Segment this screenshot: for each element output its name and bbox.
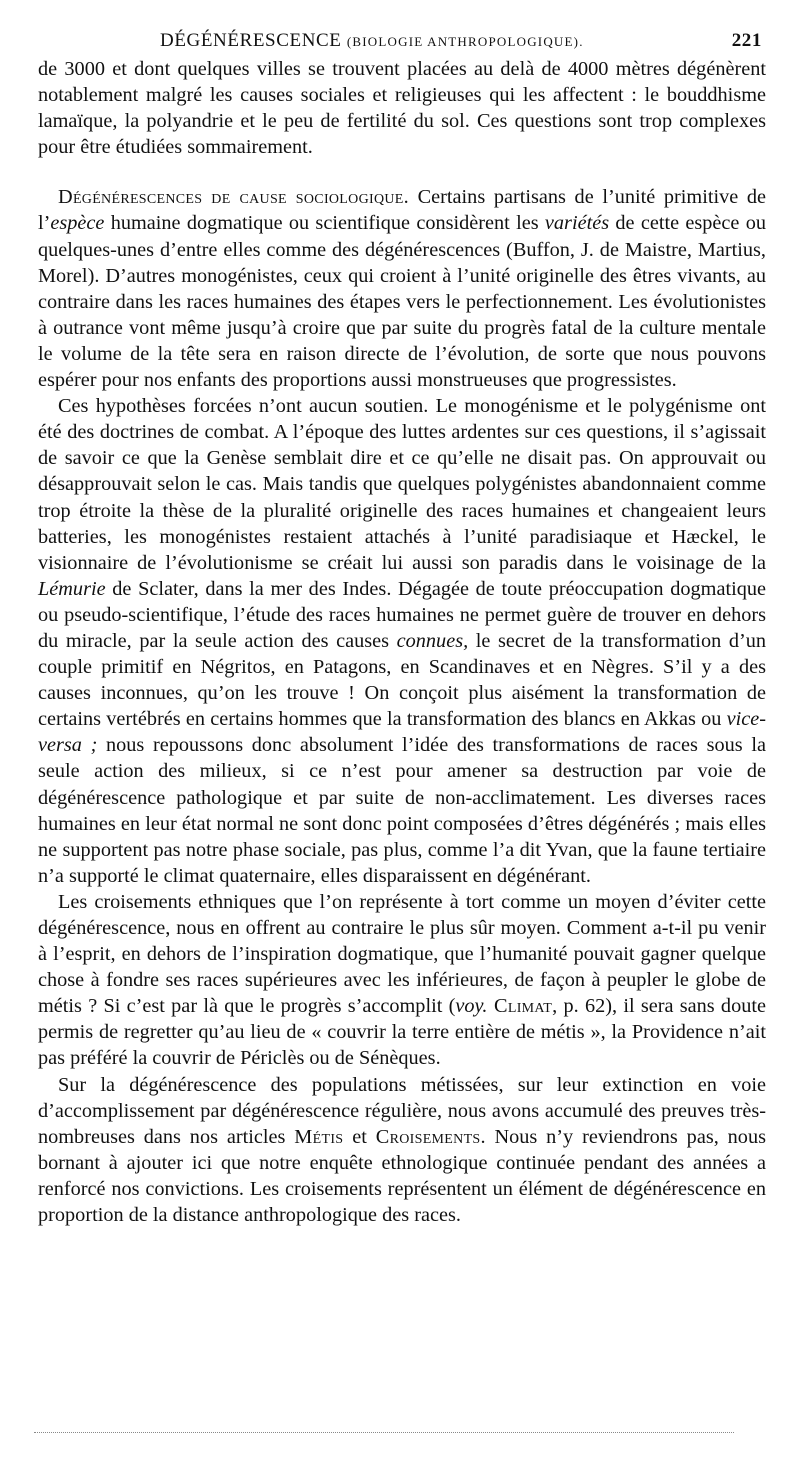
paragraph-3-text: Ces hypothèses forcées n’ont aucun soutien. Le monogénisme et le polygénisme ont été des doctrines de combat. A l’époque des luttes ardentes sur ces questions, il s’agissait de savoir ce que la Genèse semblait dire et ce qu’elle ne disait pas. On approuvait ou désapprouvait selon le cas. Mais tandis que quelques polygénistes abandonnaient comme trop étroite la thèse de la pluralité originelle des races humaines et changeaient leurs batteries, les monogénistes restaient attachés à l’unité paradisiaque et Hæckel, le visionnaire de l’évolutionisme se créait lui aussi son paradis dans le voisinage de la bbox=[38, 395, 766, 574]
paragraph-4-text: , p. 62), il sera sans doute permis de regretter qu’au lieu de « couvrir la terre entière de métis », la Providence n’ait pas préféré la couvrir de Périclès ou de Sénèques. bbox=[38, 995, 766, 1070]
paragraph-2 bbox=[38, 184, 766, 393]
running-header bbox=[38, 30, 766, 56]
paragraph-2-text: humaine dogmatique ou scientifique considèrent les bbox=[104, 212, 545, 235]
paragraph-1: de 3000 et dont quelques villes se trouvent placées au delà de 4000 mètres dégénèrent notablement malgré les causes sociales et religieuses qui les affectent : le bouddhisme lamaïque, la polyandrie et le peu de fertilité du sol. Ces questions sont trop complexes pour être étudiées sommairement. bbox=[38, 58, 766, 159]
paragraph-4 bbox=[38, 889, 766, 1072]
paragraph-4-italic: voy. bbox=[455, 995, 488, 1018]
section-heading: Dégénérescences de cause sociologique. bbox=[58, 186, 409, 209]
cross-reference: Croisements bbox=[375, 1125, 481, 1148]
cross-reference: Climat bbox=[487, 995, 553, 1018]
running-title bbox=[160, 30, 584, 52]
paragraph-2-text: Certains partisans de l’unité primitive de l’ bbox=[38, 186, 767, 235]
paragraph-2-italic: espèce bbox=[50, 212, 105, 235]
paragraph-3-text: nous repoussons donc absolument l’idée des transformations de races sous la seule action des milieux, si ce n’est pour amener sa destruction par voie de dégénérescence pathologique et par suite de non-acclimatement. Les diverses races humaines en leur état normal ne sont donc point composées d’êtres dégénérés ; mais elles ne supportent pas notre phase sociale, pas plus, comme l’a dit Yvan, que la faune tertiaire n’a supporté le climat quaternaire, elles disparaissent en dégénérant. bbox=[38, 734, 766, 887]
paragraph-5 bbox=[38, 1072, 766, 1229]
footer-rule bbox=[34, 1432, 734, 1433]
document-page bbox=[38, 30, 766, 1228]
paragraph-5-text: . Nous n’y reviendrons pas, nous bornant à ajouter ici que notre enquête ethnologique continuée pendant des années a renforcé nos convictions. Les croisements représentent un élément de dégénérescence en proportion de la distance anthropologique des races. bbox=[38, 1125, 766, 1227]
paragraph-2-text: de cette espèce ou quelques-unes d’entre elles comme des dégénérescences (Buffon, J. de Maistre, Martius, Morel). D’autres monogénistes, ceux qui croient à l’unité originelle des êtres vivants, au contraire dans les races humaines des étapes vers le perfectionnement. Les évolutionistes à outrance vont même jusqu’à croire que par suite du progrès fatal de la culture mentale le volume de la tête sera en raison directe de l’évolution, de sorte que nous pouvons espérer pour nos enfants des proportions aussi monstrueuses que progressistes. bbox=[38, 212, 766, 392]
paragraph-3-text: le secret de la transformation d’un couple primitif en Négritos, en Patagons, en Scandinaves et en Nègres. S’il y a des causes inconnues, qu’on les trouve ! On conçoit plus aisément la transformation de certains vertébrés en certains hommes que la transformation des blancs en Akkas ou bbox=[38, 629, 766, 731]
cross-reference: Métis bbox=[294, 1125, 344, 1148]
paragraph-3-italic: connues, bbox=[396, 629, 469, 652]
paragraph-2-italic: variétés bbox=[544, 212, 610, 235]
paragraph-5-text: Sur la dégénérescence des populations métissées, sur leur extinction en voie d’accomplissement par dégénérescence régulière, nous avons accumulé des preuves très-nombreuses dans nos articles bbox=[38, 1073, 766, 1148]
paragraph-4-text: Les croisements ethniques que l’on représente à tort comme un moyen d’éviter cette dégénérescence, nous en offrent au contraire le plus sûr moyen. Comment a-t-il pu venir à l’esprit, en dehors de l’inspiration dogmatique, que l’humanité pouvait gagner quelque chose à fondre ses races supérieures avec les inférieures, de façon à peupler le globe de métis ? Si c’est par là que le progrès s’accomplit ( bbox=[38, 890, 766, 1018]
header-title: DÉGÉNÉRESCENCE bbox=[160, 30, 342, 51]
paragraph-3-italic: Lémurie bbox=[38, 577, 106, 600]
paragraph-3 bbox=[38, 393, 766, 889]
body-text bbox=[38, 56, 766, 1228]
paragraph-3-italic: vice-versa ; bbox=[38, 708, 766, 757]
paragraph-5-text: et bbox=[343, 1125, 376, 1148]
paragraph-3-text: de Sclater, dans la mer des Indes. Dégagée de toute préoccupation dogmatique ou pseudo-scientifique, l’étude des races humaines ne permet guère de trouver en dehors du miracle, par la seule action des causes bbox=[38, 577, 766, 652]
header-subtitle: (BIOLOGIE ANTHROPOLOGIQUE). bbox=[346, 34, 584, 49]
page-number: 221 bbox=[731, 30, 762, 51]
